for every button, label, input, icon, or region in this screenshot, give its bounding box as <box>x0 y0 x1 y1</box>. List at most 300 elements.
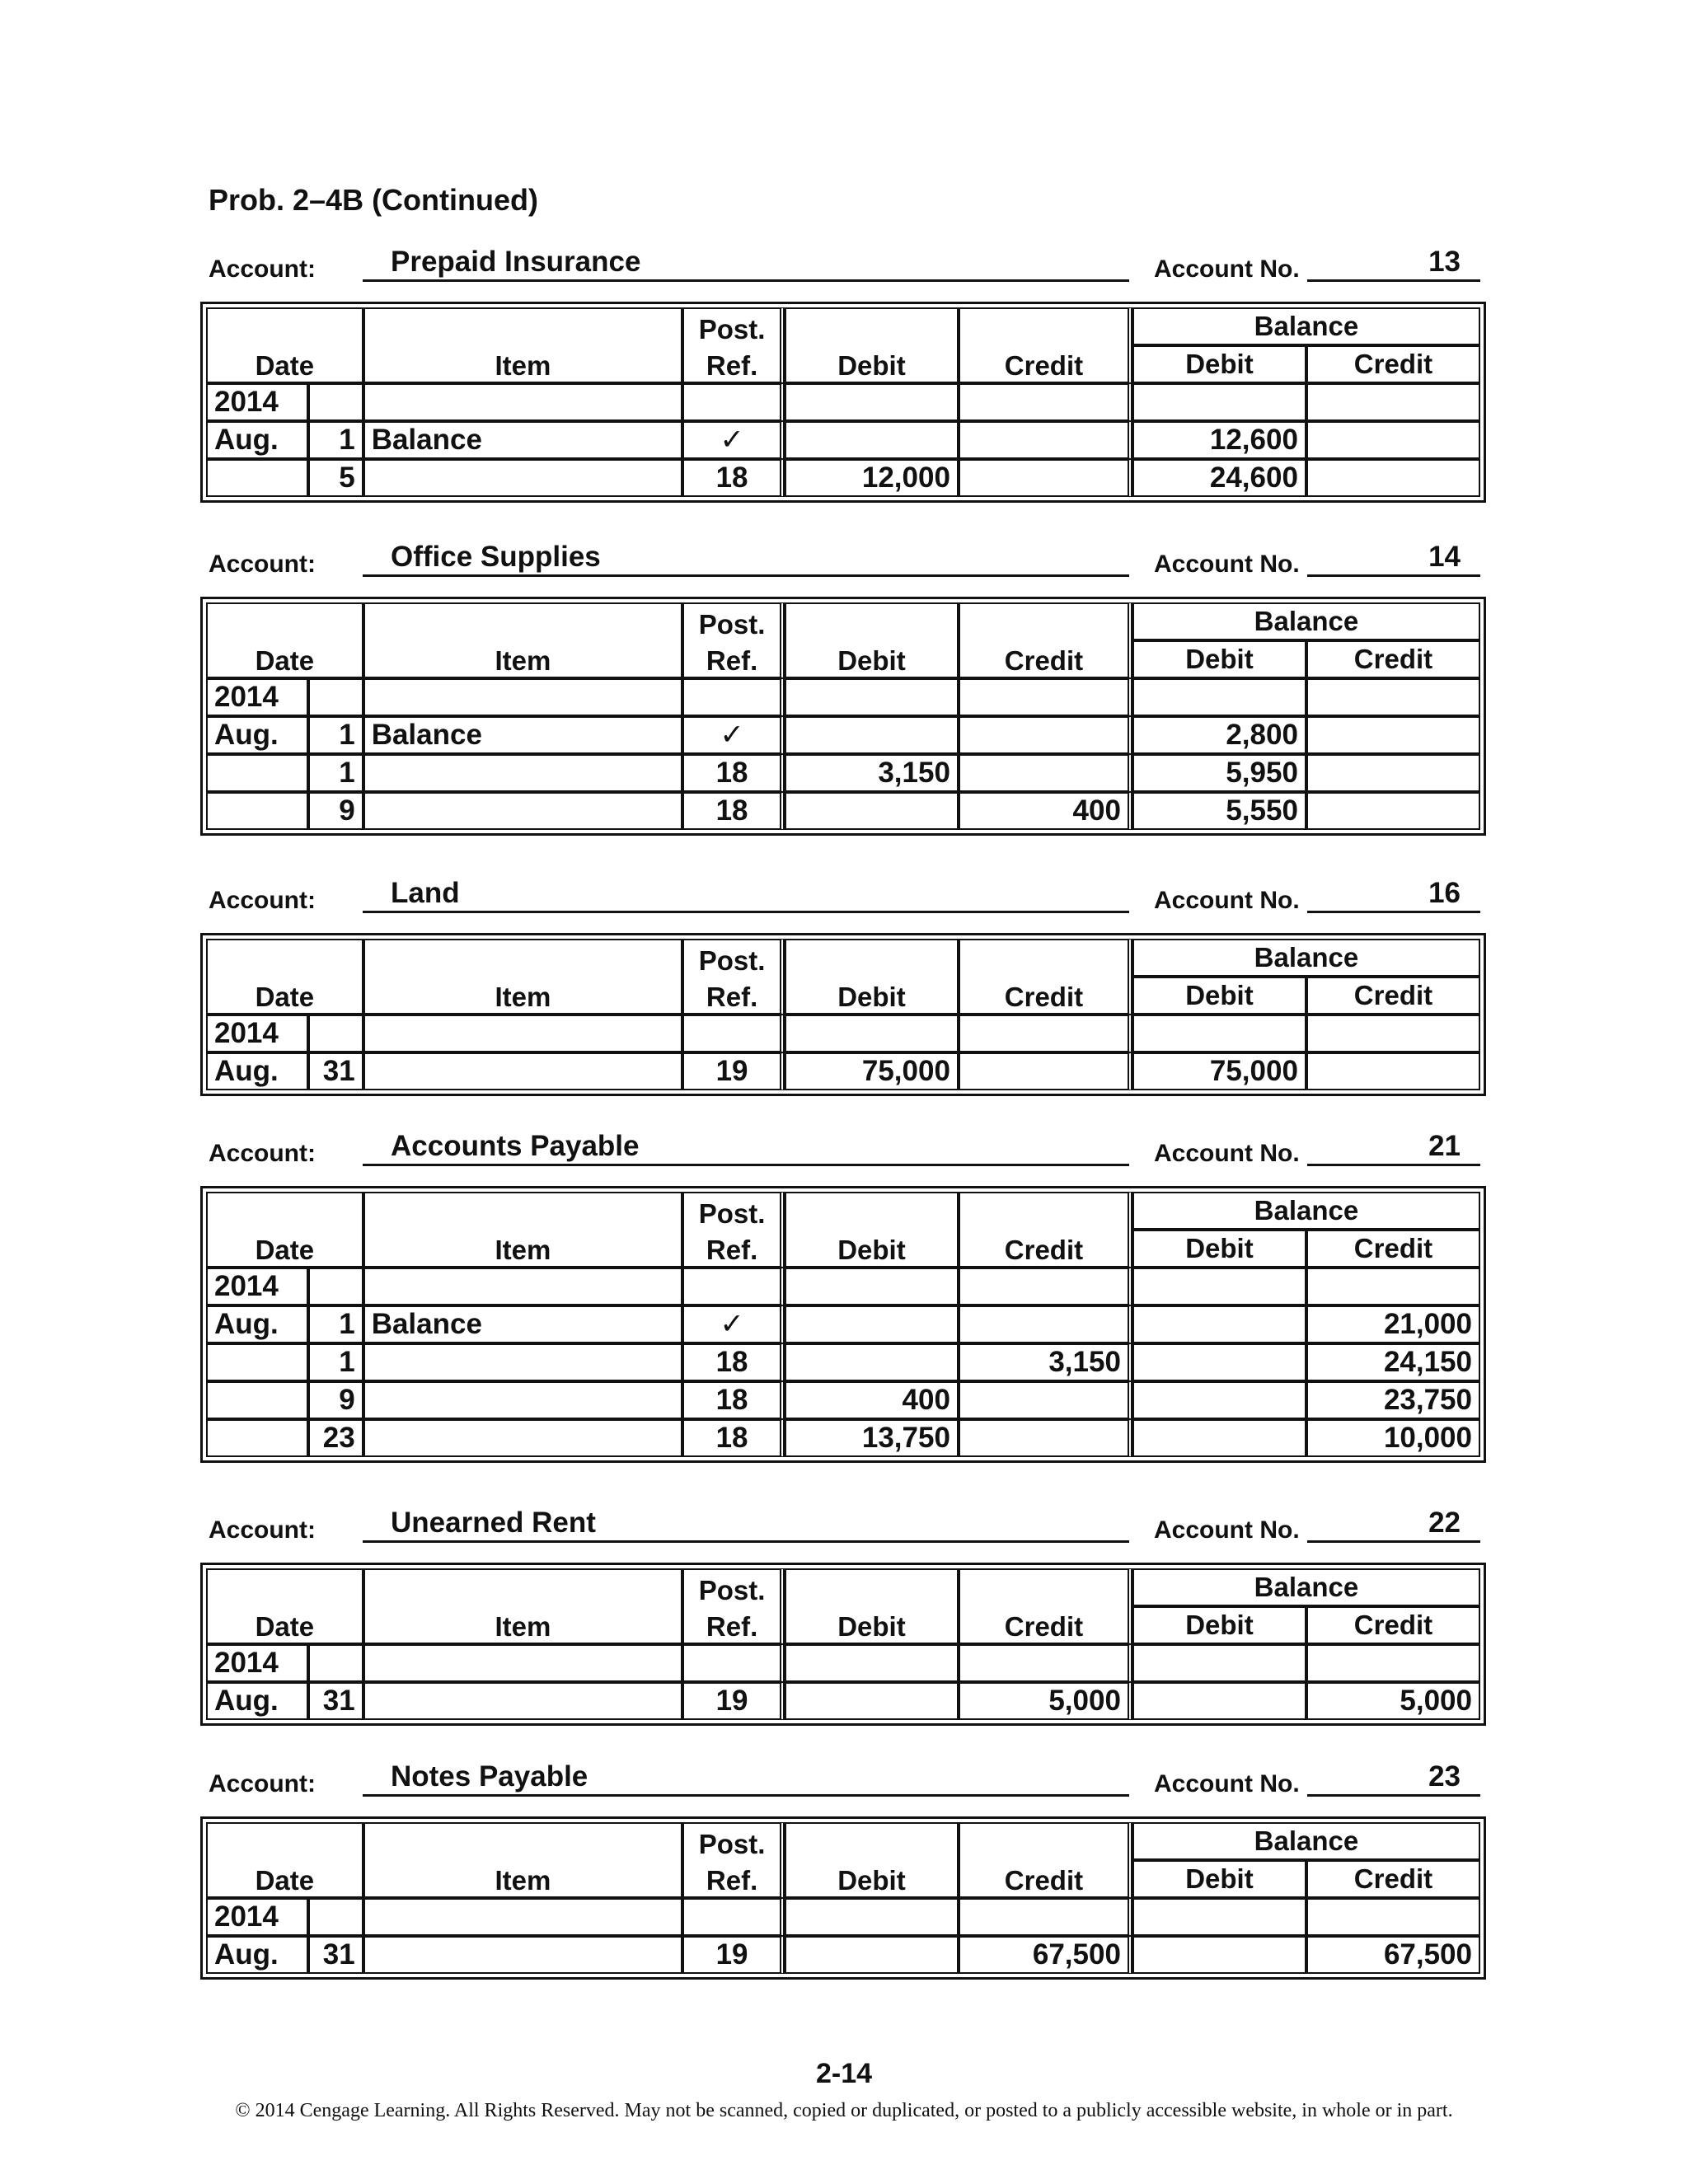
debit-cell: 13,750 <box>785 1419 959 1457</box>
date-header-top <box>206 1568 363 1606</box>
ref-header: Ref. <box>682 977 785 1015</box>
account-number-label: Account No. <box>1154 255 1300 283</box>
balance-header: Balance <box>1132 1192 1480 1230</box>
account-number: 16 <box>1428 877 1461 909</box>
item-cell: Balance <box>363 716 683 754</box>
item-cell <box>363 459 683 497</box>
account-number-label: Account No. <box>1154 1770 1300 1797</box>
date-header-top <box>206 1822 363 1860</box>
balance-debit-cell <box>1132 1419 1306 1457</box>
day-cell: 9 <box>308 792 363 830</box>
balance-credit-cell <box>1306 1015 1480 1052</box>
debit-cell: 75,000 <box>785 1052 959 1090</box>
credit-header: Credit <box>959 640 1132 678</box>
account-label: Account: <box>209 551 316 578</box>
credit-cell: 67,500 <box>959 1936 1132 1974</box>
item-header: Item <box>363 977 683 1015</box>
account-number: 22 <box>1428 1507 1461 1539</box>
day-cell <box>308 383 363 421</box>
ledger-table <box>200 933 1486 1096</box>
account-label: Account: <box>209 1516 316 1544</box>
item-header-top <box>363 307 683 345</box>
header-row-bottom <box>206 1230 1480 1268</box>
credit-cell <box>959 383 1132 421</box>
month-cell <box>206 1419 308 1457</box>
item-cell <box>363 1682 683 1720</box>
balance-debit-header: Debit <box>1132 1606 1306 1644</box>
item-cell <box>363 1052 683 1090</box>
debit-header-top <box>785 1192 959 1230</box>
item-cell: Balance <box>363 421 683 459</box>
ledger-row <box>206 383 1480 421</box>
month-cell: 2014 <box>206 1898 308 1936</box>
item-cell <box>363 1936 683 1974</box>
day-cell <box>308 1898 363 1936</box>
header-row-bottom <box>206 640 1480 678</box>
post-ref-cell: 18 <box>682 792 785 830</box>
balance-debit-cell: 24,600 <box>1132 459 1306 497</box>
ledger-row <box>206 421 1480 459</box>
account-section <box>0 1493 1688 1717</box>
ledger-row <box>206 459 1480 497</box>
balance-debit-cell: 75,000 <box>1132 1052 1306 1090</box>
debit-header-top <box>785 939 959 977</box>
header-row-bottom <box>206 977 1480 1015</box>
balance-debit-cell <box>1132 1898 1306 1936</box>
balance-credit-cell: 10,000 <box>1306 1419 1480 1457</box>
post-ref-cell <box>682 1898 785 1936</box>
credit-cell <box>959 1644 1132 1682</box>
balance-credit-header: Credit <box>1306 1606 1480 1644</box>
date-header-top <box>206 1192 363 1230</box>
balance-credit-header: Credit <box>1306 345 1480 383</box>
credit-header: Credit <box>959 1230 1132 1268</box>
day-cell <box>308 1015 363 1052</box>
page-title: Prob. 2–4B (Continued) <box>209 183 539 217</box>
item-cell: Balance <box>363 1305 683 1343</box>
ledger-row <box>206 1644 1480 1682</box>
day-cell: 1 <box>308 1305 363 1343</box>
month-cell: Aug. <box>206 716 308 754</box>
item-header: Item <box>363 640 683 678</box>
account-name-field <box>363 1117 1129 1166</box>
item-cell <box>363 1419 683 1457</box>
day-cell: 9 <box>308 1381 363 1419</box>
day-cell: 5 <box>308 459 363 497</box>
debit-cell <box>785 1644 959 1682</box>
balance-debit-cell <box>1132 1682 1306 1720</box>
header-row-top <box>206 1192 1480 1230</box>
account-name: Prepaid Insurance <box>391 246 641 278</box>
month-cell <box>206 1343 308 1381</box>
debit-cell <box>785 1305 959 1343</box>
account-number-field <box>1307 232 1480 282</box>
account-number-label: Account No. <box>1154 551 1300 578</box>
post-ref-cell: 19 <box>682 1936 785 1974</box>
ledger-row <box>206 1052 1480 1090</box>
account-section <box>0 527 1688 827</box>
ledger-row <box>206 1682 1480 1720</box>
date-header: Date <box>206 1606 363 1644</box>
balance-debit-cell <box>1132 1343 1306 1381</box>
post-header: Post. <box>682 939 785 977</box>
account-name-field <box>363 527 1129 577</box>
balance-debit-cell <box>1132 1015 1306 1052</box>
debit-header: Debit <box>785 640 959 678</box>
balance-credit-cell <box>1306 792 1480 830</box>
post-ref-cell: ✓ <box>682 716 785 754</box>
account-number-label: Account No. <box>1154 1516 1300 1544</box>
account-label: Account: <box>209 1770 316 1797</box>
item-header-top <box>363 602 683 640</box>
debit-header-top <box>785 307 959 345</box>
item-header-top <box>363 939 683 977</box>
month-cell: Aug. <box>206 1936 308 1974</box>
ledger-row <box>206 1898 1480 1936</box>
post-header: Post. <box>682 1568 785 1606</box>
post-ref-cell: 18 <box>682 459 785 497</box>
debit-cell: 400 <box>785 1381 959 1419</box>
account-number-label: Account No. <box>1154 1140 1300 1167</box>
debit-header: Debit <box>785 1230 959 1268</box>
balance-credit-cell <box>1306 716 1480 754</box>
debit-cell <box>785 716 959 754</box>
balance-credit-cell: 21,000 <box>1306 1305 1480 1343</box>
credit-cell <box>959 1381 1132 1419</box>
post-ref-cell: ✓ <box>682 421 785 459</box>
ref-header: Ref. <box>682 1860 785 1898</box>
debit-cell <box>785 1936 959 1974</box>
post-ref-cell: 18 <box>682 1343 785 1381</box>
ledger-row <box>206 1381 1480 1419</box>
item-header: Item <box>363 345 683 383</box>
debit-header: Debit <box>785 977 959 1015</box>
header-row-top <box>206 1568 1480 1606</box>
debit-cell: 3,150 <box>785 754 959 792</box>
credit-header: Credit <box>959 977 1132 1015</box>
month-cell: 2014 <box>206 383 308 421</box>
ref-header: Ref. <box>682 345 785 383</box>
balance-credit-cell <box>1306 421 1480 459</box>
month-cell: 2014 <box>206 1644 308 1682</box>
item-cell <box>363 792 683 830</box>
balance-debit-header: Debit <box>1132 640 1306 678</box>
ledger-row <box>206 1419 1480 1457</box>
ledger-row <box>206 754 1480 792</box>
balance-debit-cell: 12,600 <box>1132 421 1306 459</box>
post-header: Post. <box>682 1192 785 1230</box>
balance-header: Balance <box>1132 602 1480 640</box>
account-name: Land <box>391 877 460 909</box>
balance-credit-header: Credit <box>1306 1230 1480 1268</box>
date-header: Date <box>206 1860 363 1898</box>
balance-credit-header: Credit <box>1306 977 1480 1015</box>
item-header: Item <box>363 1606 683 1644</box>
account-header <box>0 527 1688 582</box>
credit-cell <box>959 1305 1132 1343</box>
credit-cell <box>959 459 1132 497</box>
month-cell: 2014 <box>206 1268 308 1305</box>
date-header: Date <box>206 640 363 678</box>
item-cell <box>363 1898 683 1936</box>
item-cell <box>363 678 683 716</box>
debit-header: Debit <box>785 1860 959 1898</box>
credit-cell <box>959 1898 1132 1936</box>
header-row-top <box>206 1822 1480 1860</box>
account-name: Unearned Rent <box>391 1507 596 1539</box>
date-header-top <box>206 939 363 977</box>
balance-credit-cell <box>1306 383 1480 421</box>
post-ref-cell <box>682 678 785 716</box>
item-header-top <box>363 1822 683 1860</box>
credit-cell <box>959 754 1132 792</box>
day-cell: 31 <box>308 1052 363 1090</box>
ledger-table <box>200 597 1486 836</box>
debit-header: Debit <box>785 345 959 383</box>
ledger-row <box>206 678 1480 716</box>
account-number: 21 <box>1428 1130 1461 1162</box>
copyright-notice: © 2014 Cengage Learning. All Rights Reserved. May not be scanned, copied or duplicated, or posted to a publicly accessible website, in whole or in part. <box>235 2100 1453 2121</box>
balance-credit-cell: 23,750 <box>1306 1381 1480 1419</box>
item-header-top <box>363 1192 683 1230</box>
item-cell <box>363 1381 683 1419</box>
balance-credit-cell <box>1306 678 1480 716</box>
ledger-row <box>206 716 1480 754</box>
debit-cell <box>785 1268 959 1305</box>
date-header-top <box>206 307 363 345</box>
account-header <box>0 864 1688 918</box>
debit-cell <box>785 1682 959 1720</box>
account-number-field <box>1307 1747 1480 1797</box>
debit-cell <box>785 1015 959 1052</box>
ledger-row <box>206 1268 1480 1305</box>
account-section <box>0 1117 1688 1454</box>
item-header: Item <box>363 1230 683 1268</box>
day-cell: 31 <box>308 1682 363 1720</box>
month-cell: Aug. <box>206 1305 308 1343</box>
credit-header-top <box>959 1568 1132 1606</box>
debit-header-top <box>785 1822 959 1860</box>
header-row-bottom <box>206 1860 1480 1898</box>
account-name: Accounts Payable <box>391 1130 640 1162</box>
ref-header: Ref. <box>682 1230 785 1268</box>
ledger-row <box>206 1936 1480 1974</box>
post-ref-cell: 18 <box>682 1381 785 1419</box>
balance-header: Balance <box>1132 1822 1480 1860</box>
month-cell: 2014 <box>206 1015 308 1052</box>
balance-credit-cell: 24,150 <box>1306 1343 1480 1381</box>
balance-credit-cell <box>1306 754 1480 792</box>
item-cell <box>363 1343 683 1381</box>
account-number: 13 <box>1428 246 1461 278</box>
balance-debit-cell <box>1132 1268 1306 1305</box>
header-row-top <box>206 602 1480 640</box>
debit-header: Debit <box>785 1606 959 1644</box>
account-label: Account: <box>209 1140 316 1167</box>
month-cell <box>206 1381 308 1419</box>
account-number-field <box>1307 1117 1480 1166</box>
ref-header: Ref. <box>682 640 785 678</box>
account-name-field <box>363 232 1129 282</box>
balance-debit-header: Debit <box>1132 1230 1306 1268</box>
ledger-table <box>200 1816 1486 1980</box>
credit-header-top <box>959 602 1132 640</box>
account-number: 14 <box>1428 541 1461 573</box>
debit-cell <box>785 1898 959 1936</box>
header-row-bottom <box>206 345 1480 383</box>
account-section <box>0 864 1688 1087</box>
account-name-field <box>363 1747 1129 1797</box>
credit-cell: 400 <box>959 792 1132 830</box>
post-ref-cell <box>682 383 785 421</box>
header-row-bottom <box>206 1606 1480 1644</box>
day-cell: 1 <box>308 716 363 754</box>
account-label: Account: <box>209 255 316 283</box>
post-header: Post. <box>682 1822 785 1860</box>
account-number-field <box>1307 527 1480 577</box>
post-ref-cell <box>682 1015 785 1052</box>
balance-credit-cell: 67,500 <box>1306 1936 1480 1974</box>
credit-header-top <box>959 1192 1132 1230</box>
item-header: Item <box>363 1860 683 1898</box>
day-cell: 1 <box>308 1343 363 1381</box>
balance-debit-cell <box>1132 678 1306 716</box>
item-cell <box>363 1644 683 1682</box>
ledger-row <box>206 1305 1480 1343</box>
balance-debit-header: Debit <box>1132 1860 1306 1898</box>
account-name-field <box>363 1493 1129 1543</box>
post-ref-cell <box>682 1644 785 1682</box>
day-cell <box>308 678 363 716</box>
ledger-table <box>200 302 1486 503</box>
account-number: 23 <box>1428 1760 1461 1793</box>
credit-cell <box>959 678 1132 716</box>
credit-cell <box>959 1419 1132 1457</box>
month-cell: Aug. <box>206 1682 308 1720</box>
account-header <box>0 232 1688 287</box>
account-name: Notes Payable <box>391 1760 588 1793</box>
item-cell <box>363 1015 683 1052</box>
date-header-top <box>206 602 363 640</box>
ledger-table <box>200 1563 1486 1726</box>
account-header <box>0 1117 1688 1171</box>
balance-debit-cell: 5,550 <box>1132 792 1306 830</box>
item-cell <box>363 383 683 421</box>
balance-debit-cell: 2,800 <box>1132 716 1306 754</box>
debit-cell <box>785 383 959 421</box>
header-row-top <box>206 307 1480 345</box>
account-section <box>0 232 1688 494</box>
balance-credit-cell: 5,000 <box>1306 1682 1480 1720</box>
ledger-row <box>206 1015 1480 1052</box>
account-number-label: Account No. <box>1154 887 1300 914</box>
credit-cell: 5,000 <box>959 1682 1132 1720</box>
month-cell <box>206 792 308 830</box>
month-cell: Aug. <box>206 1052 308 1090</box>
date-header: Date <box>206 345 363 383</box>
balance-credit-header: Credit <box>1306 1860 1480 1898</box>
balance-debit-cell: 5,950 <box>1132 754 1306 792</box>
debit-cell <box>785 792 959 830</box>
credit-cell <box>959 1268 1132 1305</box>
balance-debit-cell <box>1132 1305 1306 1343</box>
debit-header-top <box>785 1568 959 1606</box>
day-cell <box>308 1644 363 1682</box>
month-cell: Aug. <box>206 421 308 459</box>
day-cell <box>308 1268 363 1305</box>
credit-cell: 3,150 <box>959 1343 1132 1381</box>
balance-credit-cell <box>1306 1898 1480 1936</box>
account-section <box>0 1747 1688 1971</box>
balance-header: Balance <box>1132 307 1480 345</box>
credit-cell <box>959 716 1132 754</box>
credit-cell <box>959 1052 1132 1090</box>
month-cell: 2014 <box>206 678 308 716</box>
day-cell: 1 <box>308 754 363 792</box>
credit-cell <box>959 421 1132 459</box>
debit-cell <box>785 421 959 459</box>
date-header: Date <box>206 1230 363 1268</box>
credit-header: Credit <box>959 1860 1132 1898</box>
account-number-field <box>1307 864 1480 913</box>
credit-header-top <box>959 1822 1132 1860</box>
ledger-table <box>200 1186 1486 1463</box>
ref-header: Ref. <box>682 1606 785 1644</box>
balance-credit-cell <box>1306 1268 1480 1305</box>
account-name-field <box>363 864 1129 913</box>
date-header: Date <box>206 977 363 1015</box>
balance-debit-cell <box>1132 383 1306 421</box>
day-cell: 1 <box>308 421 363 459</box>
balance-header: Balance <box>1132 939 1480 977</box>
account-header <box>0 1493 1688 1548</box>
post-ref-cell: 18 <box>682 1419 785 1457</box>
balance-debit-cell <box>1132 1644 1306 1682</box>
post-ref-cell: 19 <box>682 1682 785 1720</box>
item-cell <box>363 754 683 792</box>
post-ref-cell: ✓ <box>682 1305 785 1343</box>
credit-header: Credit <box>959 345 1132 383</box>
post-ref-cell <box>682 1268 785 1305</box>
ledger-row <box>206 1343 1480 1381</box>
balance-debit-cell <box>1132 1936 1306 1974</box>
debit-cell: 12,000 <box>785 459 959 497</box>
balance-credit-cell <box>1306 1644 1480 1682</box>
post-ref-cell: 19 <box>682 1052 785 1090</box>
debit-cell <box>785 1343 959 1381</box>
day-cell: 31 <box>308 1936 363 1974</box>
credit-header: Credit <box>959 1606 1132 1644</box>
balance-debit-header: Debit <box>1132 345 1306 383</box>
item-cell <box>363 1268 683 1305</box>
balance-debit-header: Debit <box>1132 977 1306 1015</box>
account-header <box>0 1747 1688 1802</box>
day-cell: 23 <box>308 1419 363 1457</box>
post-header: Post. <box>682 307 785 345</box>
balance-credit-cell <box>1306 1052 1480 1090</box>
balance-debit-cell <box>1132 1381 1306 1419</box>
credit-header-top <box>959 307 1132 345</box>
balance-credit-cell <box>1306 459 1480 497</box>
ledger-row <box>206 792 1480 830</box>
month-cell <box>206 754 308 792</box>
item-header-top <box>363 1568 683 1606</box>
credit-header-top <box>959 939 1132 977</box>
header-row-top <box>206 939 1480 977</box>
debit-header-top <box>785 602 959 640</box>
account-number-field <box>1307 1493 1480 1543</box>
credit-cell <box>959 1015 1132 1052</box>
